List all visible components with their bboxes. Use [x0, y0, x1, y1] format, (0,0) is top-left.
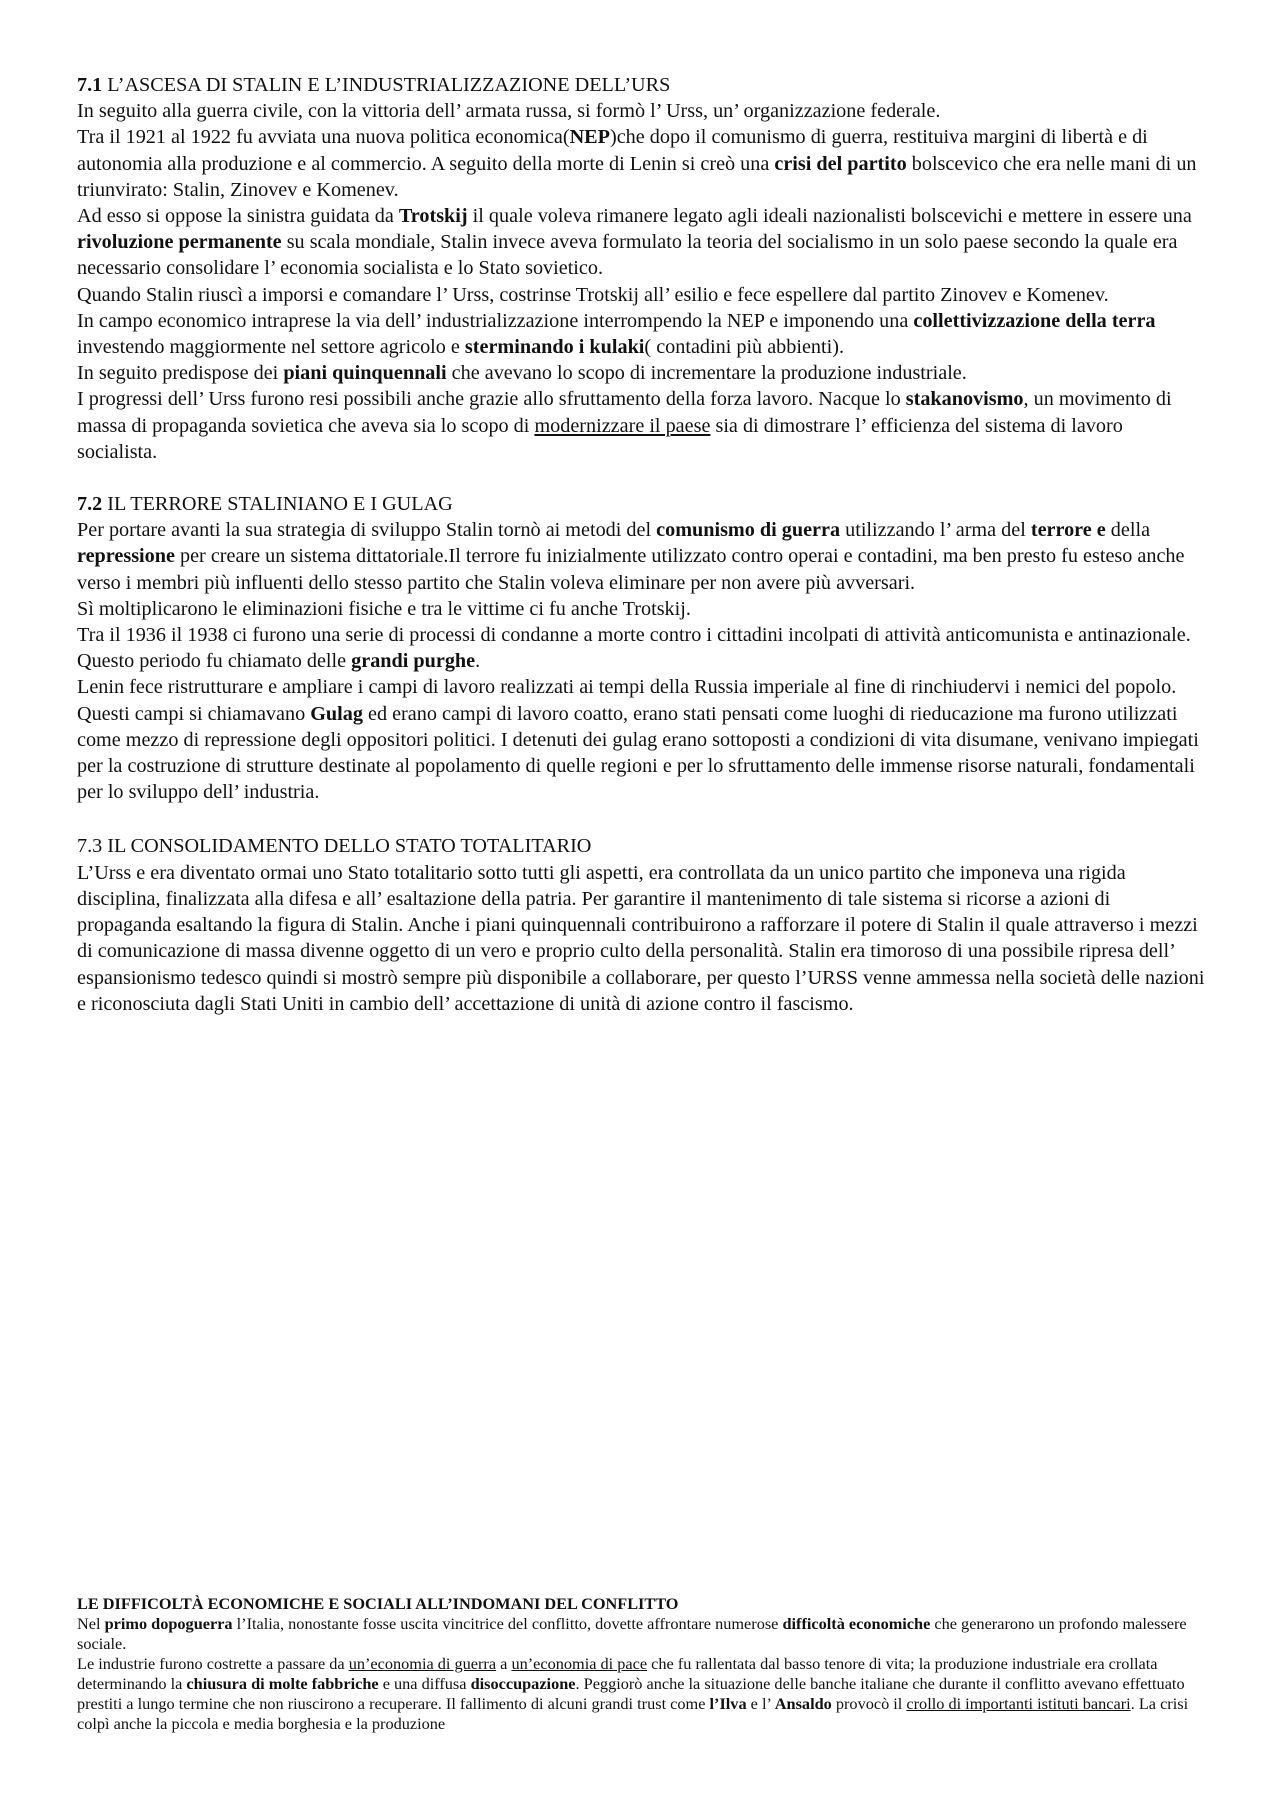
spacer: [77, 805, 1207, 833]
document-page: [77, 72, 1207, 1017]
paragraph: In campo economico intraprese la via dell’ industrializzazione interrompendo la NEP e imponendo una collettivizzazione della terra investendo maggiormente nel settore agricolo e sterminando i kulaki( contadini più abbienti).: [77, 309, 1156, 359]
spacer: [77, 465, 1207, 491]
bottom-heading: LE DIFFICOLTÀ ECONOMICHE E SOCIALI ALL’INDOMANI DEL CONFLITTO: [77, 1594, 679, 1613]
section-7-1: [77, 72, 1207, 465]
paragraph: Lenin fece ristrutturare e ampliare i campi di lavoro realizzati ai tempi della Russia imperiale al fine di rinchiudervi i nemici del popolo. Questi campi si chiamavano Gulag ed erano campi di lavoro coatto, erano stati pensati come luoghi di rieducazione ma furono utilizzati come mezzo di repressione degli oppositori politici. I detenuti dei gulag erano sottoposti a condizioni di vita disumane, venivano impiegati per la costruzione di strutture destinate al popolamento di quelle regioni e per lo sfruttamento delle immense risorse naturali, fondamentali per lo sviluppo dell’ industria.: [77, 676, 1199, 804]
paragraph: Nel primo dopoguerra l’Italia, nonostante fosse uscita vincitrice del conflitto, dovette affrontare numerose difficoltà economiche che generarono un profondo malessere sociale.: [77, 1614, 1187, 1653]
paragraph: L’Urss e era diventato ormai uno Stato totalitario sotto tutti gli aspetti, era controllata da un unico partito che imponeva una rigida disciplina, finalizzata alla difesa e all’ esaltazione della patria. Per garantire il mantenimento di tale sistema si ricorse a azioni di propaganda esaltando la figura di Stalin. Anche i piani quinquennali contribuirono a rafforzare il potere di Stalin il quale attraverso i mezzi di comunicazione di massa divenne oggetto di un vero e proprio culto della personalità. Stalin era timoroso di una possibile ripresa dell’ espansionismo tedesco quindi si mostrò sempre più disponibile a collaborare, per questo l’URSS venne ammessa nella società delle nazioni e riconosciuta dagli Stati Uniti in cambio dell’ accettazione di unità di azione contro il fascismo.: [77, 861, 1205, 1015]
paragraph: Le industrie furono costrette a passare da un’economia di guerra a un’economia di pace che fu rallentata dal basso tenore di vita; la produzione industriale era crollata determinando la chiusura di molte fabbriche e una diffusa disoccupazione. Peggiorò anche la situazione delle banche italiane che durante il conflitto avevano effettuato prestiti a lungo termine che non riuscirono a recuperare. Il fallimento di alcuni grandi trust come l’Ilva e l’ Ansaldo provocò il crollo di importanti istituti bancari. La crisi colpì anche la piccola e media borghesia e la produzione: [77, 1654, 1189, 1733]
bottom-section: [77, 1594, 1207, 1734]
section-7-3: [77, 833, 1207, 1016]
paragraph: In seguito alla guerra civile, con la vittoria dell’ armata russa, si formò l’ Urss, un’ organizzazione federale.: [77, 100, 941, 123]
paragraph: In seguito predispose dei piani quinquennali che avevano lo scopo di incrementare la produzione industriale.: [77, 362, 967, 385]
section-7-2-heading: 7.2 IL TERRORE STALINIANO E I GULAG: [77, 493, 453, 516]
section-7-3-heading: 7.3 IL CONSOLIDAMENTO DELLO STATO TOTALITARIO: [77, 835, 592, 858]
paragraph: Tra il 1921 al 1922 fu avviata una nuova politica economica(NEP)che dopo il comunismo di guerra, restituiva margini di libertà e di autonomia alla produzione e al commercio. A seguito della morte di Lenin si creò una crisi del partito bolscevico che era nelle mani di un triunvirato: Stalin, Zinovev e Komenev.: [77, 126, 1197, 201]
paragraph: Ad esso si oppose la sinistra guidata da Trotskij il quale voleva rimanere legato agli ideali nazionalisti bolscevichi e mettere in essere una rivoluzione permanente su scala mondiale, Stalin invece aveva formulato la teoria del socialismo in un solo paese secondo la quale era necessario consolidare l’ economia socialista e lo Stato sovietico.: [77, 205, 1192, 280]
section-7-1-heading: 7.1 L’ASCESA DI STALIN E L’INDUSTRIALIZZAZIONE DELL’URS: [77, 74, 671, 96]
paragraph: Quando Stalin riuscì a imporsi e comandare l’ Urss, costrinse Trotskij all’ esilio e fece espellere dal partito Zinovev e Komenev.: [77, 283, 1109, 306]
paragraph: Per portare avanti la sua strategia di sviluppo Stalin tornò ai metodi del comunismo di guerra utilizzando l’ arma del terrore e della repressione per creare un sistema dittatoriale.Il terrore fu inizialmente utilizzato contro operai e contadini, ma ben presto fu esteso anche verso i membri più influenti dello stesso partito che Stalin voleva eliminare per non avere più avversari.: [77, 519, 1185, 594]
paragraph: I progressi dell’ Urss furono resi possibili anche grazie allo sfruttamento della forza lavoro. Nacque lo stakanovismo, un movimento di massa di propaganda sovietica che aveva sia lo scopo di modernizzare il paese sia di dimostrare l’ efficienza del sistema di lavoro socialista.: [77, 388, 1172, 463]
paragraph: Sì moltiplicarono le eliminazioni fisiche e tra le vittime ci fu anche Trotskij.: [77, 597, 691, 620]
section-7-2: [77, 491, 1207, 805]
paragraph: Tra il 1936 il 1938 ci furono una serie di processi di condanne a morte contro i cittadini incolpati di attività anticomunista e antinazionale. Questo periodo fu chiamato delle grandi purghe.: [77, 624, 1191, 673]
